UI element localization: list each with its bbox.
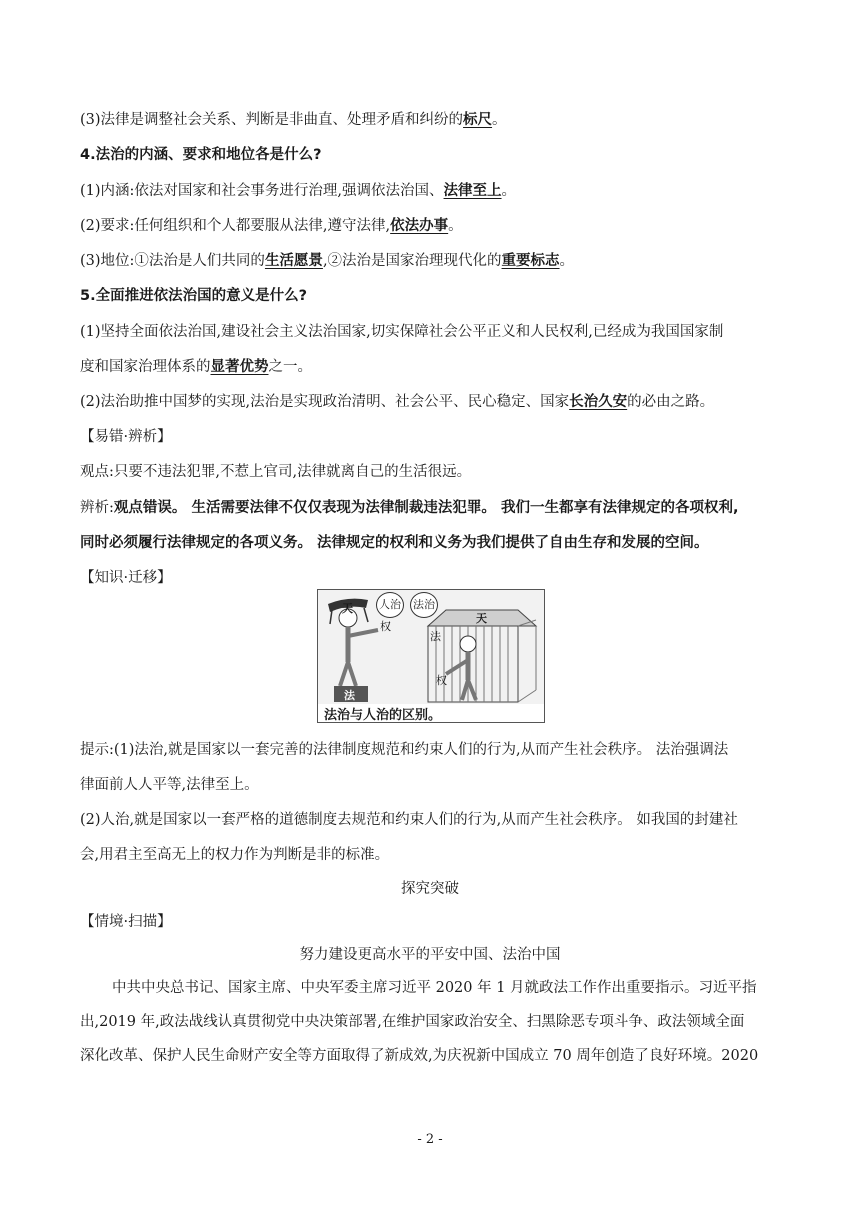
tian-label-left: 天 [342,602,353,615]
underlined-term: 重要标志 [501,252,560,269]
quan-label-right: 权 [436,674,447,687]
hint-2: (2)人治,就是国家以一套严格的道德制度去规范和约束人们的行为,从而产生社会秩序。 如我国的封建社 [80,812,738,828]
item-connotation: (1)内涵:依法对国家和社会事务进行治理,强调依法治国、法律至上。 [80,182,517,199]
bubble-renzhi: 人治 [376,592,404,618]
underlined-term: 标尺 [463,111,493,128]
bubble-fazhi: 法治 [410,592,438,618]
analysis-cont: 同时必须履行法律规定的各项义务。 法律规定的权利和义务为我们提供了自由生存和发展的空间。 [80,535,709,551]
item-requirement: (2)要求:任何组织和个人都要服从法律,遵守法律,依法办事。 [80,217,463,234]
section-heading: 探究突破 [401,881,459,897]
quan-label-left: 权 [380,620,391,633]
question-4: 4.法治的内涵、要求和地位各是什么? [80,147,322,163]
item-3-ruler: (3)法律是调整社会关系、判断是非曲直、处理矛盾和纠纷的标尺。 [80,111,507,128]
analysis: 辨析:观点错误。 生活需要法律不仅仅表现为法律制裁违法犯罪。 我们一生都享有法律规定的各项权利, [80,500,739,516]
underlined-term: 依法办事 [390,217,449,234]
underlined-term: 长治久安 [569,393,628,410]
article-para-3: 深化改革、保护人民生命财产安全等方面取得了新成效,为庆祝新中国成立 70 周年创造了良好环境。2020 [80,1048,759,1064]
underlined-term: 法律至上 [443,182,502,199]
item-significance-1-cont: 度和国家治理体系的显著优势之一。 [80,358,312,375]
item-significance-1: (1)坚持全面依法治国,建设社会主义法治国家,切实保障社会公平正义和人民权利,已经成为我国国家制 [80,324,724,340]
fa-label-right: 法 [430,630,441,643]
section-tag-scenario: 【情境·扫描】 [80,914,172,930]
tian-label-right: 天 [476,612,487,625]
article-title: 努力建设更高水平的平安中国、法治中国 [299,947,561,963]
article-para-1: 中共中央总书记、国家主席、中央军委主席习近平 2020 年 1 月就政法工作作出重要指示。习近平指 [112,980,757,996]
underlined-term: 显著优势 [210,358,269,375]
page-number: - 2 - [417,1132,443,1147]
article-para-2: 出,2019 年,政法战线认真贯彻党中央决策部署,在维护国家政治安全、扫黑除恶专项斗争、政法领域全面 [80,1014,745,1030]
item-significance-2: (2)法治助推中国梦的实现,法治是实现政治清明、社会公平、民心稳定、国家长治久安的必由之路。 [80,393,715,410]
question-5: 5.全面推进依法治国的意义是什么? [80,288,308,304]
hint-2-cont: 会,用君主至高无上的权力作为判断是非的标准。 [80,847,390,863]
section-tag-transfer: 【知识·迁移】 [80,570,172,586]
hint-1: 提示:(1)法治,就是国家以一套完善的法律制度规范和约束人们的行为,从而产生社会秩序。 法治强调法 [80,742,729,758]
viewpoint: 观点:只要不违法犯罪,不惹上官司,法律就离自己的生活很远。 [80,464,472,480]
fa-label-left: 法 [344,689,355,702]
figure-caption: 法治与人治的区别。 [324,708,442,723]
section-tag-analysis: 【易错·辨析】 [80,429,172,445]
item-status: (3)地位:①法治是人们共同的生活愿景,②法治是国家治理现代化的重要标志。 [80,252,575,269]
underlined-term: 生活愿景 [264,252,323,269]
hint-1-cont: 律面前人人平等,法律至上。 [80,777,259,793]
rule-of-law-illustration [317,589,545,723]
